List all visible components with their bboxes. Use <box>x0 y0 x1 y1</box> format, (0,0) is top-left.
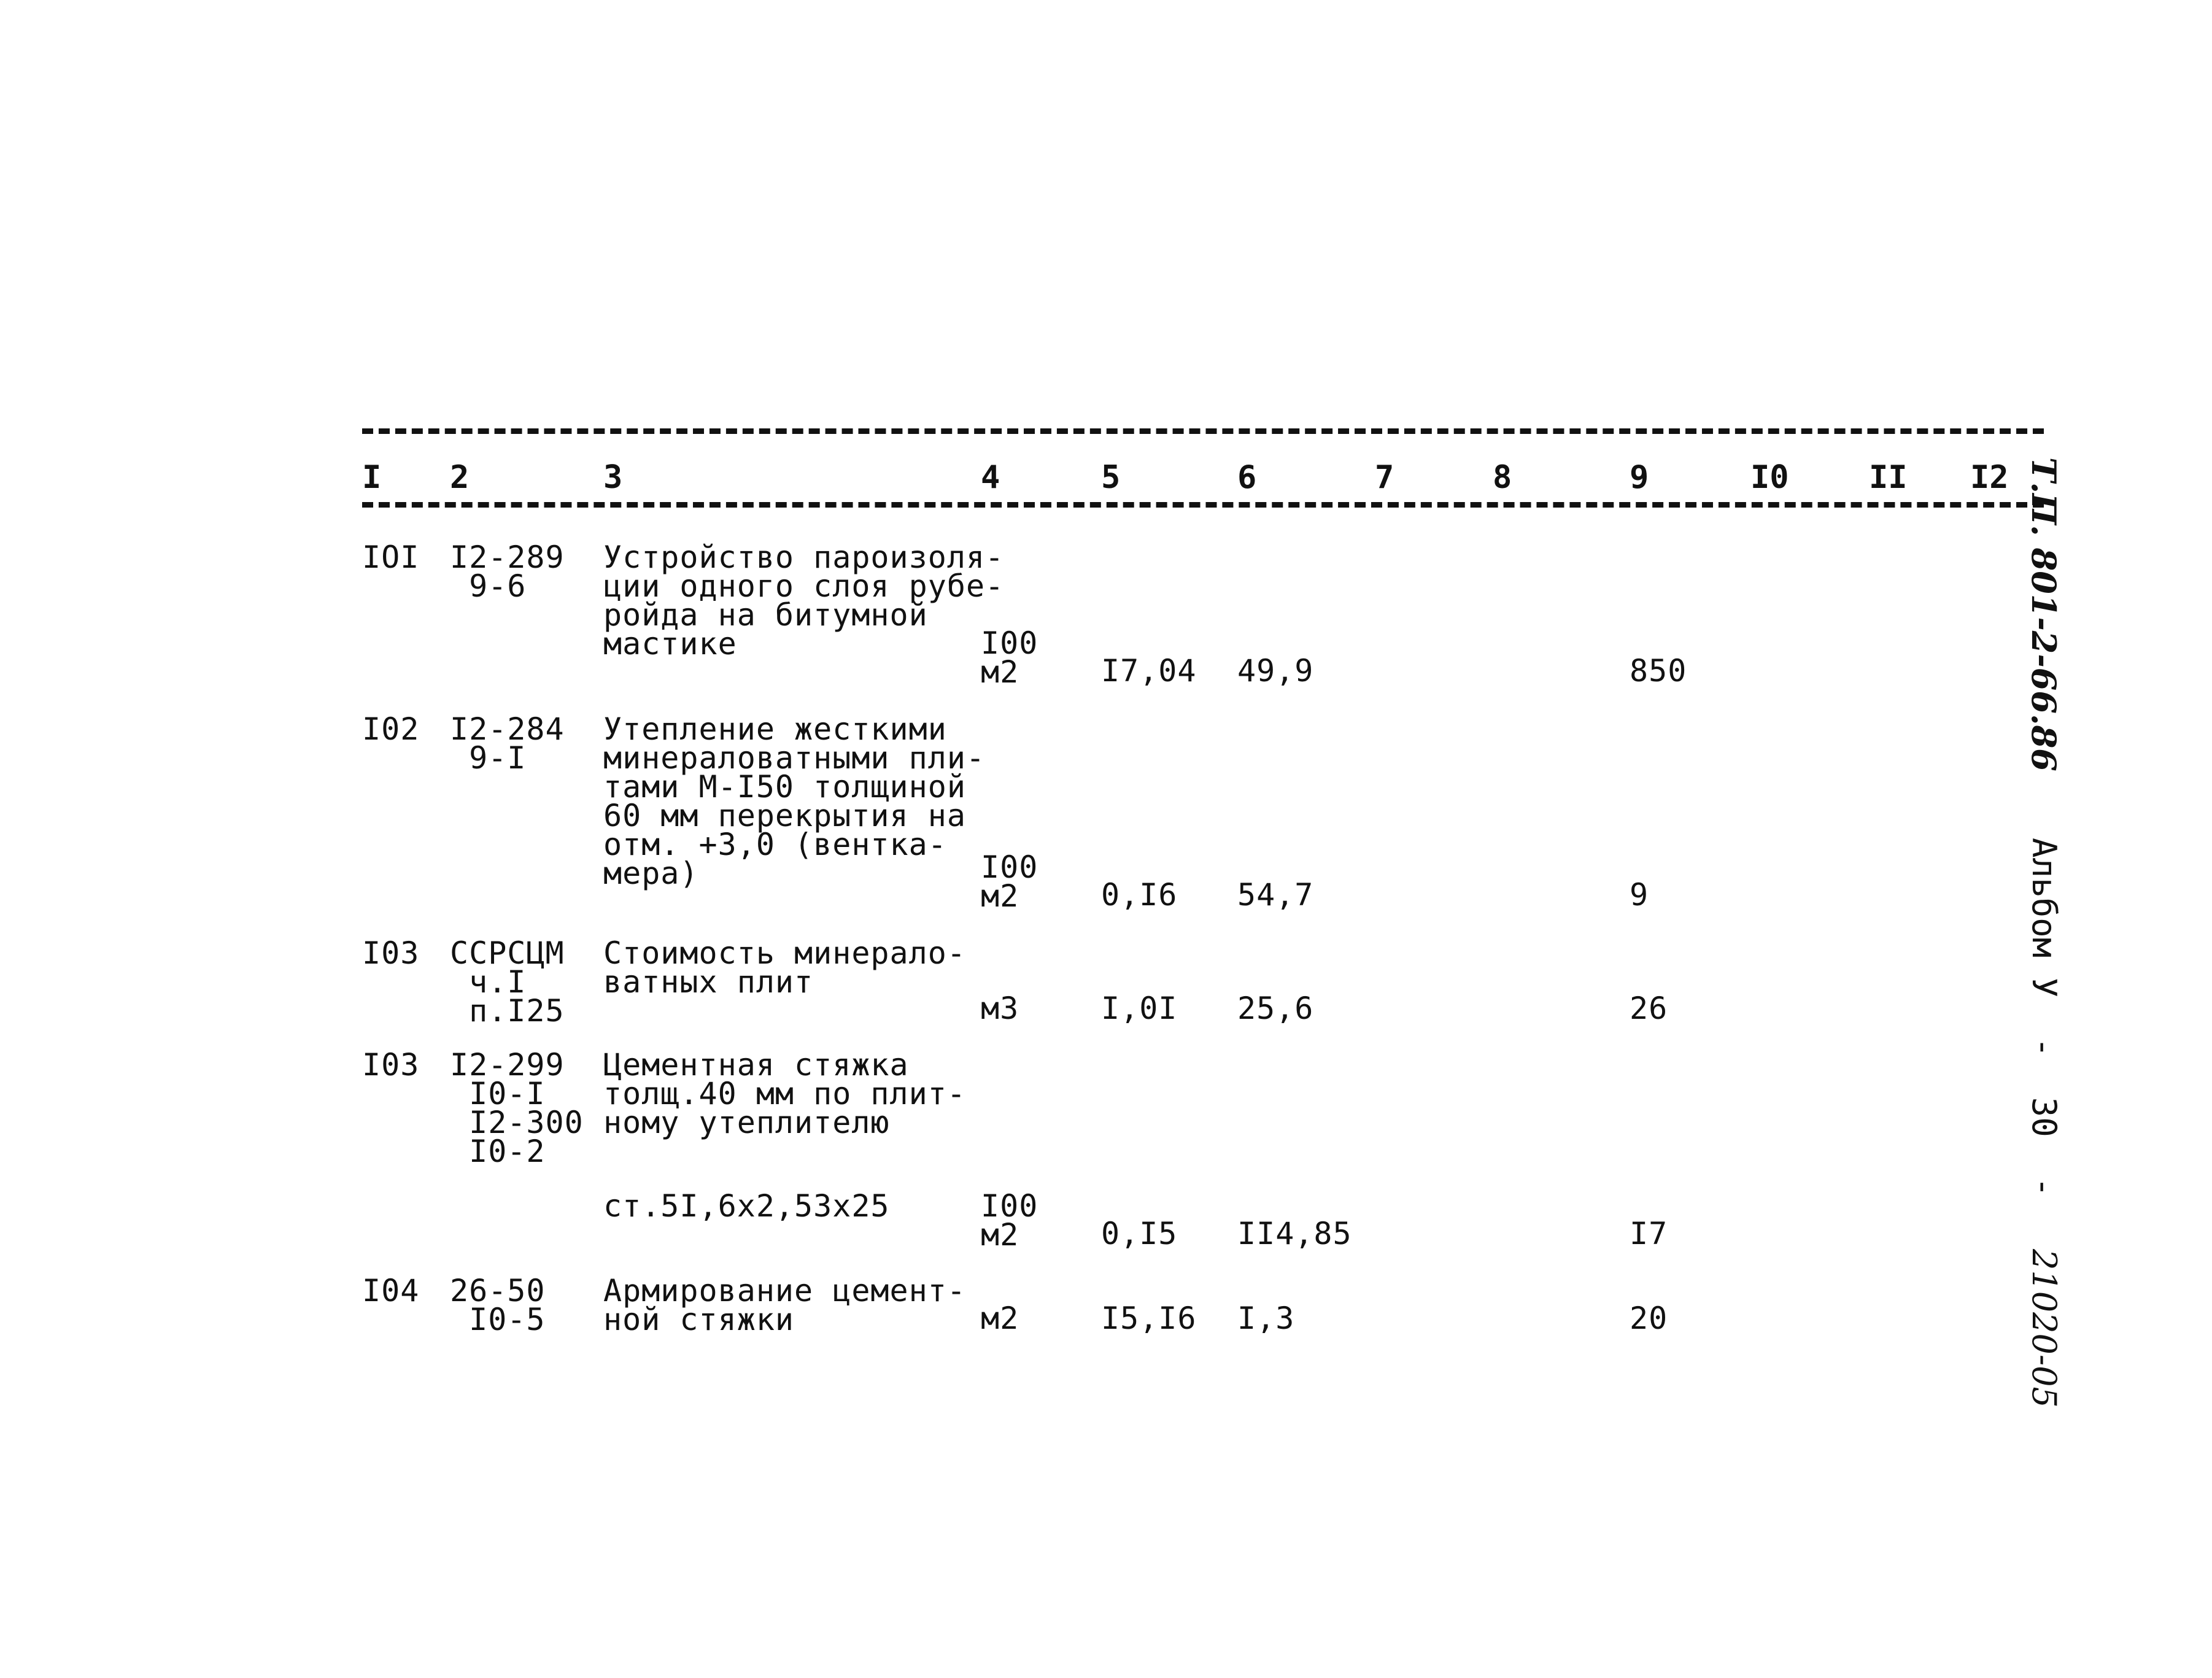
total-cost: I7 <box>1630 1216 1668 1251</box>
work-description: Армирование цемент- ной стяжки <box>603 1273 966 1337</box>
col-header-11: II <box>1869 459 1908 496</box>
total-cost: 850 <box>1630 653 1687 689</box>
quantity: I7,04 <box>1101 653 1197 689</box>
unit: I00 м2 <box>981 625 1038 690</box>
norm-code: I2-299 I0-I I2-300 I0-2 <box>450 1047 584 1169</box>
unit-price: I,3 <box>1237 1301 1295 1336</box>
work-description: Цементная стяжка толщ.40 мм по плит- ному утеплителю <box>603 1047 966 1140</box>
col-header-5: 5 <box>1101 459 1121 496</box>
quantity: I,0I <box>1101 991 1178 1026</box>
unit: I00 м2 <box>981 1188 1038 1253</box>
side-project-number <box>1986 377 2102 771</box>
quantity: I5,I6 <box>1101 1301 1197 1336</box>
document-code: 21020-05 <box>2025 1249 2063 1408</box>
col-header-4: 4 <box>981 459 1000 496</box>
norm-code: I2-284 9-I <box>450 711 565 776</box>
calculation-note: ст.5I,6х2,53х25 <box>603 1188 890 1224</box>
total-cost: 9 <box>1630 877 1649 913</box>
row-number: I03 <box>362 1047 420 1083</box>
work-description: Устройство пароизоля- ции одного слоя рубе- ройда на битумной мастике <box>603 539 1005 662</box>
total-cost: 26 <box>1630 991 1668 1026</box>
header-bottom-dashed-rule <box>362 502 2044 508</box>
quantity: 0,I6 <box>1101 877 1178 913</box>
norm-code: ССРСЦМ ч.I п.I25 <box>450 935 565 1029</box>
col-header-12: I2 <box>1970 459 2009 496</box>
work-description: Утепление жесткими минераловатными пли- тами М-I50 толщиной 60 мм перекрытия на отм. +3,0 (вентка- мера) <box>603 711 986 891</box>
row-number: I03 <box>362 935 420 971</box>
work-description: Стоимость минерало- ватных плит <box>603 935 966 1000</box>
unit-price: 49,9 <box>1237 653 1314 689</box>
col-header-2: 2 <box>450 459 470 496</box>
col-header-10: I0 <box>1750 459 1789 496</box>
col-header-6: 6 <box>1237 459 1257 496</box>
row-number: I04 <box>362 1273 420 1309</box>
col-header-7: 7 <box>1375 459 1394 496</box>
unit-price: 25,6 <box>1237 991 1314 1026</box>
album-page-label: Альбом У - 30 - <box>2025 838 2063 1197</box>
quantity: 0,I5 <box>1101 1216 1178 1251</box>
unit: I00 м2 <box>981 849 1038 914</box>
unit-price: 54,7 <box>1237 877 1314 913</box>
row-number: IOI <box>362 539 420 575</box>
unit: м3 <box>981 991 1019 1026</box>
col-header-9: 9 <box>1630 459 1649 496</box>
side-document-code <box>1986 1169 2102 1408</box>
norm-code: 26-50 I0-5 <box>450 1273 546 1337</box>
unit: м2 <box>981 1301 1019 1336</box>
project-number: Т.П. 801-2-66.86 <box>2024 457 2063 771</box>
side-album-label <box>1986 758 2102 1197</box>
col-header-3: 3 <box>603 459 623 496</box>
row-number: I02 <box>362 711 420 747</box>
norm-code: I2-289 9-6 <box>450 539 565 604</box>
top-dashed-rule <box>362 428 2044 434</box>
col-header-8: 8 <box>1493 459 1512 496</box>
total-cost: 20 <box>1630 1301 1668 1336</box>
unit-price: II4,85 <box>1237 1216 1352 1251</box>
col-header-1: I <box>362 459 382 496</box>
